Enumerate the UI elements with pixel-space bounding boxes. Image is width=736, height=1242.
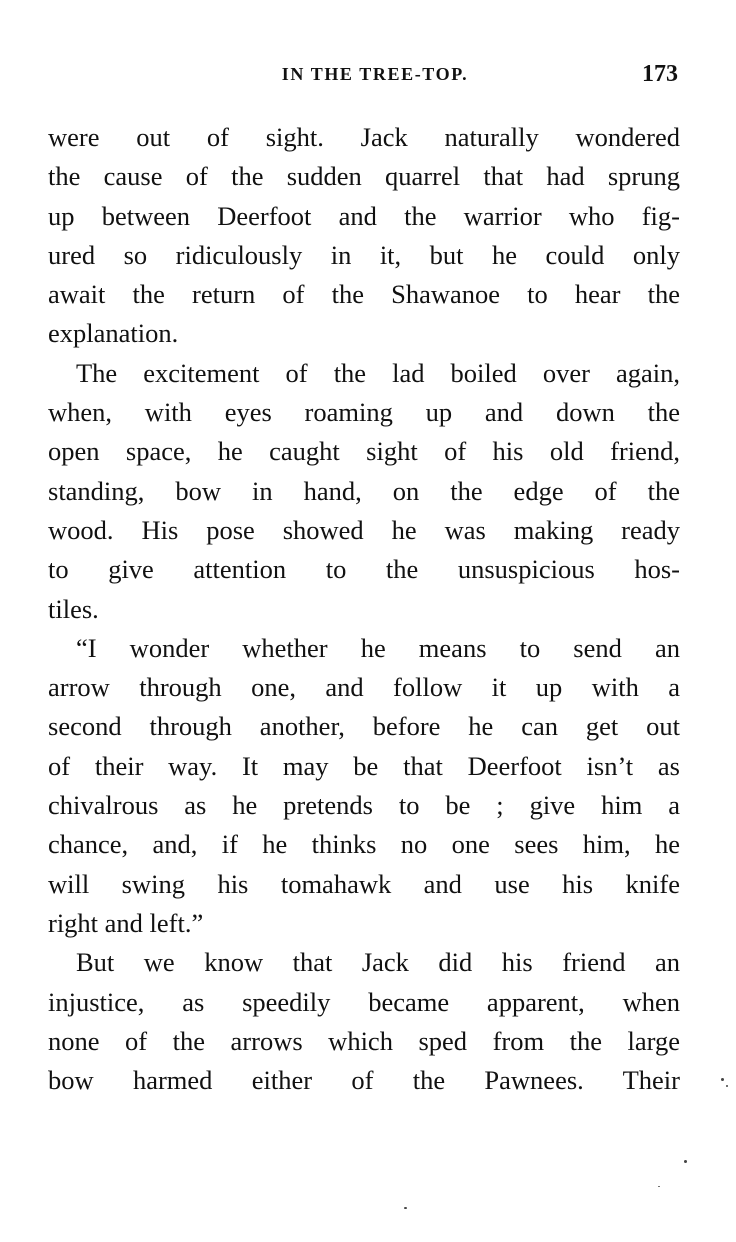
running-title: IN THE TREE-TOP.: [281, 64, 469, 84]
scan-speck: [404, 1207, 407, 1209]
text-line: were out of sight. Jack naturally wondered: [48, 122, 680, 152]
text-line: up between Deerfoot and the warrior who fig-: [48, 200, 680, 231]
scan-speck: [658, 1186, 660, 1187]
text-line: The excitement of the lad boiled over again,: [76, 357, 680, 388]
text-line: standing, bow in hand, on the edge of the: [48, 475, 680, 506]
text-line: But we know that Jack did his friend an: [76, 947, 680, 978]
text-line: chance, and, if he thinks no one sees him, he: [48, 829, 680, 860]
text-line: await the return of the Shawanoe to hear the: [48, 279, 680, 310]
page-number: 173: [642, 61, 678, 87]
text-line: when, with eyes roaming up and down the: [48, 397, 680, 428]
text-line: to give attention to the unsuspicious hos-: [48, 554, 680, 585]
text-line: of their way. It may be that Deerfoot isn’t as: [48, 750, 680, 781]
text-line: chivalrous as he pretends to be ; give him a: [48, 790, 680, 821]
text-line: tiles.: [48, 593, 99, 624]
text-line: explanation.: [48, 318, 179, 349]
running-head: [48, 58, 680, 90]
text-line: wood. His pose showed he was making ready: [48, 514, 680, 545]
text-line: “I wonder whether he means to send an: [76, 632, 680, 663]
text-line: second through another, before he can get out: [48, 711, 680, 742]
text-line: bow harmed either of the Pawnees. Their: [48, 1065, 680, 1096]
text-line: injustice, as speedily became apparent, when: [48, 986, 680, 1017]
text-line: open space, he caught sight of his old friend,: [48, 436, 680, 467]
scan-speck: [684, 1160, 687, 1163]
text-line: ured so ridiculously in it, but he could only: [48, 239, 680, 270]
text-line: the cause of the sudden quarrel that had sprung: [48, 161, 680, 192]
text-line: arrow through one, and follow it up with a: [48, 672, 680, 703]
scan-speck: [726, 1085, 728, 1087]
text-line: none of the arrows which sped from the large: [48, 1025, 680, 1056]
scan-speck: [721, 1078, 724, 1081]
body-text: [48, 118, 680, 1100]
text-line: will swing his tomahawk and use his knife: [48, 868, 680, 899]
text-line: right and left.”: [48, 907, 204, 938]
